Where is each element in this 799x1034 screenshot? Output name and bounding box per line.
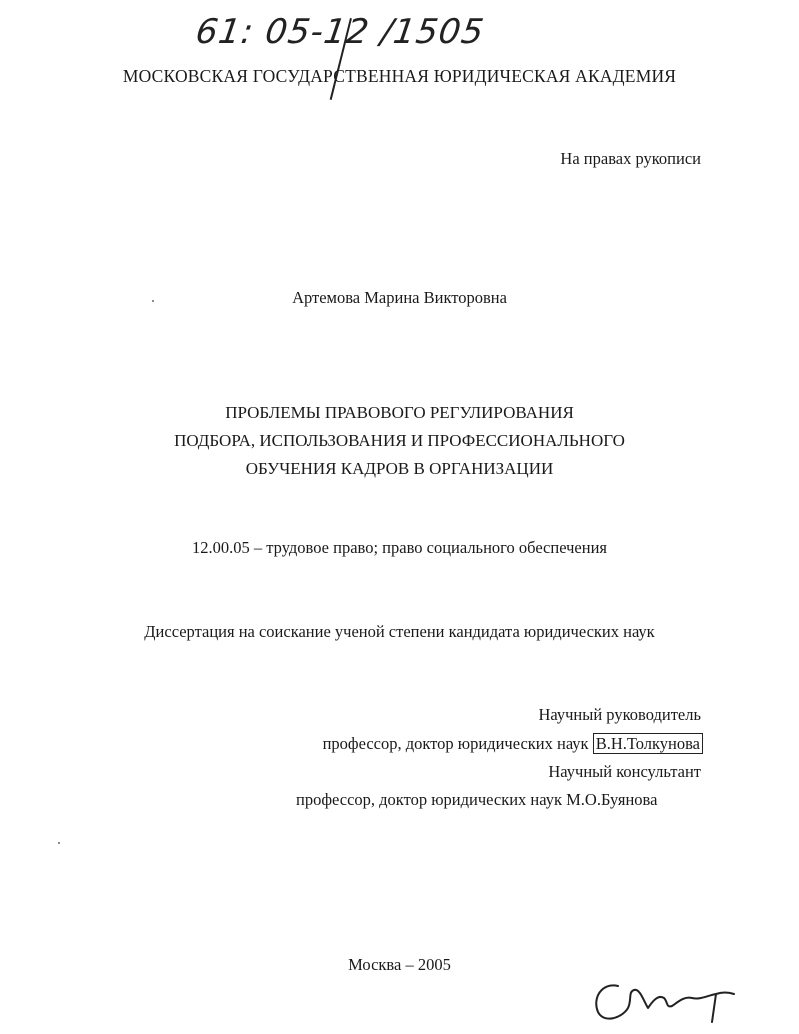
dissertation-type: Диссертация на соискание ученой степени кандидата юридических наук [144,622,655,641]
city-year: Москва – 2005 [348,955,451,974]
consultant-label: Научный консультант [548,762,701,781]
supervisor-line [323,734,703,754]
title-line: ПРОБЛЕМЫ ПРАВОВОГО РЕГУЛИРОВАНИЯ [225,403,574,422]
consultant-name: М.О.Буянова [566,790,658,809]
consultant-credentials: профессор, доктор юридических наук [296,790,563,809]
institution-name: МОСКОВСКАЯ ГОСУДАРСТВЕННАЯ ЮРИДИЧЕСКАЯ АКАДЕМИЯ [122,66,677,86]
consultant-line [296,790,657,810]
handwritten-signature [588,972,738,1028]
scan-speck [152,300,154,302]
supervisor-label: Научный руководитель [538,705,701,724]
title-line: ПОДБОРА, ИСПОЛЬЗОВАНИЯ И ПРОФЕССИОНАЛЬНОГО [174,431,625,450]
dissertation-title [0,399,799,483]
scan-speck [58,842,60,844]
author-name: Артемова Марина Викторовна [292,288,507,307]
specialty-code: 12.00.05 – трудовое право; право социального обеспечения [192,538,607,557]
title-line: ОБУЧЕНИЯ КАДРОВ В ОРГАНИЗАЦИИ [245,459,554,478]
archive-code-handwritten: 61: 05-12 /1505 [193,12,487,52]
supervisor-credentials: профессор, доктор юридических наук [322,734,589,753]
supervisor-name: В.Н.Толкунова [593,733,703,754]
rights-note: На правах рукописи [560,149,701,168]
